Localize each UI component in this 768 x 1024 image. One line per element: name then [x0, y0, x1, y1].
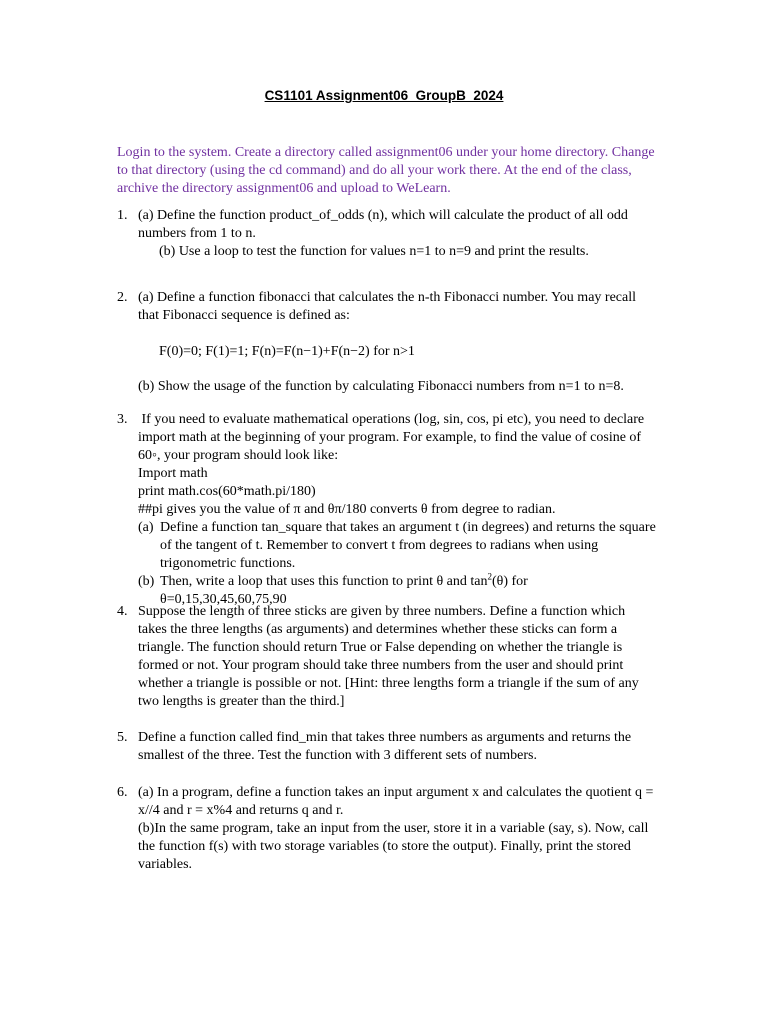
part-label: (b) — [138, 574, 155, 589]
question-3-part-b-text — [160, 573, 657, 591]
code-line-comment: ##pi gives you the value of π and θπ/180 converts θ from degree to radian. — [138, 502, 556, 517]
question-6-part-b: (b)In the same program, take an input from the user, store it in a variable (say, s). Now, call the function f(s) with two storage variables (to store the output). Finally, print the stored variables. — [138, 821, 649, 872]
question-number: 3. — [117, 412, 128, 427]
intro-paragraph: Login to the system. Create a directory called assignment06 under your home directory. Change to that directory (using the cd command) and do all your work there. At the end of the class, archive the directory assignment06 and upload to WeLearn. — [117, 145, 655, 196]
question-5-text: Define a function called find_min that takes three numbers as arguments and returns the smallest of the three. Test the function with 3 different sets of numbers. — [138, 730, 632, 763]
question-3-part-a — [138, 519, 657, 573]
superscript-2: 2 — [487, 571, 492, 582]
question-number: 5. — [117, 730, 128, 745]
code-line-import: Import math — [138, 466, 208, 481]
question-3-text: If you need to evaluate mathematical operations (log, sin, cos, pi etc), you need to declare import math at the beginning of your program. For example, to find the value of cosine of 60◦, your program should look like: — [138, 412, 648, 463]
question-2 — [117, 289, 657, 396]
question-4 — [117, 603, 657, 711]
question-2-part-a: (a) Define a function fibonacci that calculates the n-th Fibonacci number. You may recall that Fibonacci sequence is defined as: — [138, 290, 636, 323]
question-3-part-a-text: Define a function tan_square that takes an argument t (in degrees) and returns the square of the tangent of t. Remember to convert t from degrees to radians when using trigonometric functions. — [160, 520, 656, 571]
question-number: 2. — [117, 290, 128, 305]
document-title: CS1101 Assignment06_GroupB_2024 — [264, 88, 504, 103]
question-1-part-b: (b) Use a loop to test the function for values n=1 to n=9 and print the results. — [159, 244, 589, 259]
question-2-part-b: (b) Show the usage of the function by calculating Fibonacci numbers from n=1 to n=8. — [138, 379, 624, 394]
theta-values: θ=0,15,30,45,60,75,90 — [160, 592, 287, 607]
question-4-text: Suppose the length of three sticks are given by three numbers. Define a function which takes the three lengths (as arguments) and determines whether these sticks can form a triangle. The function should return True or False depending on whether the triangle is formed or not. Your program should take three numbers from the user and should print whether a triangle is possible or not. [Hint: three lengths form a triangle if the sum of any two lengths is greater than the third.] — [138, 604, 639, 709]
question-1-part-a: (a) Define the function product_of_odds (n), which will calculate the product of all odd numbers from 1 to n. — [138, 208, 628, 241]
part-b-prefix: Then, write a loop that uses this function to print θ and tan — [160, 574, 488, 589]
question-1 — [117, 207, 657, 261]
question-6 — [117, 784, 657, 874]
question-6-part-a: (a) In a program, define a function takes an input argument x and calculates the quotient q = x//4 and r = x%4 and returns q and r. — [138, 785, 654, 818]
question-number: 1. — [117, 208, 128, 223]
question-5 — [117, 729, 657, 765]
fibonacci-formula: F(0)=0; F(1)=1; F(n)=F(n−1)+F(n−2) for n>1 — [159, 344, 415, 359]
part-label: (a) — [138, 520, 154, 535]
question-number: 4. — [117, 604, 128, 619]
question-3 — [117, 411, 657, 609]
question-number: 6. — [117, 785, 128, 800]
part-b-suffix: (θ) for — [491, 574, 528, 589]
code-line-print: print math.cos(60*math.pi/180) — [138, 484, 316, 499]
